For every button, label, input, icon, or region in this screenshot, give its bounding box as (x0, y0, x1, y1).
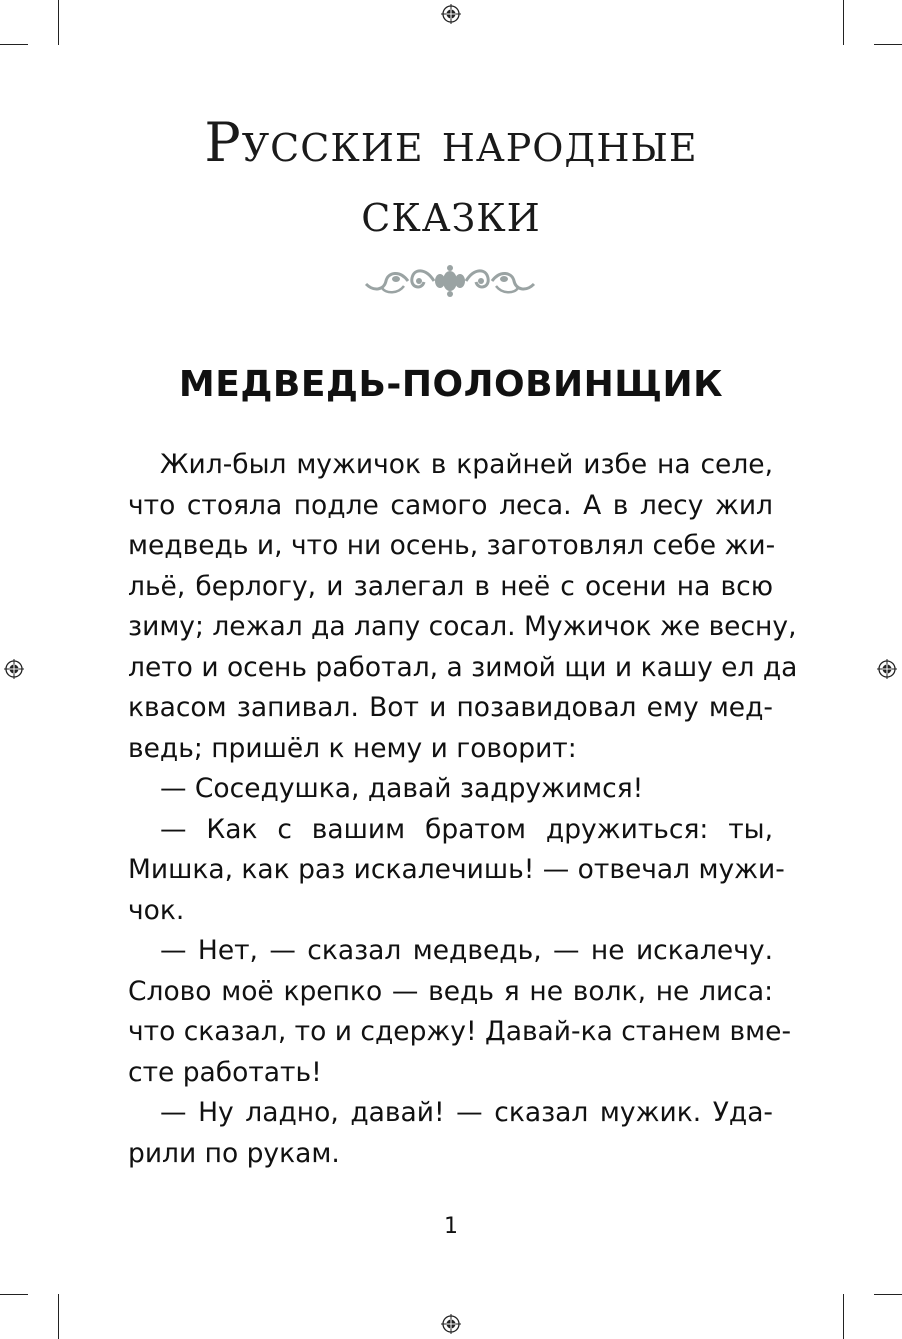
section-title-line-2: сказки (361, 181, 541, 244)
registration-mark-icon (877, 659, 897, 679)
registration-mark-icon (4, 659, 24, 679)
crop-mark-top-right-v (843, 0, 844, 45)
story-line: чок. (128, 894, 185, 926)
floral-ornament-icon (364, 262, 536, 300)
story-line: Мишка, как раз искалечишь! — отвечал мужи- (128, 854, 785, 885)
story-body (128, 445, 798, 1174)
crop-mark-bottom-left-v (58, 1294, 59, 1339)
crop-mark-top-left-v (58, 0, 59, 45)
crop-mark-bottom-right-h (874, 1294, 902, 1295)
story-line: — Ну ладно, давай! — сказал мужик. Уда- (160, 1097, 773, 1128)
story-line: Жил-был мужичок в крайней избе на селе, (160, 449, 773, 480)
story-line: сте работать! (128, 1056, 322, 1088)
crop-mark-bottom-left-h (0, 1294, 28, 1295)
story-line: лето и осень работал, а зимой щи и кашу ел да (128, 651, 798, 683)
story-line: — Нет, — сказал медведь, — не искалечу. (160, 935, 773, 966)
story-line: квасом запивал. Вот и позавидовал ему мед- (128, 692, 773, 723)
story-line: льё, берлогу, и залегал в неё с осени на всю (128, 570, 773, 602)
section-title (0, 108, 902, 248)
crop-mark-top-right-h (874, 44, 902, 45)
story-line: медведь и, что ни осень, заготовлял себе жи- (128, 530, 776, 561)
story-line: ведь; пришёл к нему и говорит: (128, 732, 577, 764)
story-line: что сказал, то и сдержу! Давай-ка станем вме- (128, 1016, 792, 1047)
story-line: рили по рукам. (128, 1137, 340, 1169)
story-title: МЕДВЕДЬ-ПОЛОВИНЩИК (178, 364, 724, 405)
story-line: — Как с вашим братом дружиться: ты, (160, 813, 773, 845)
section-title-line-1: Русские народные (204, 111, 698, 174)
story-line: — Соседушка, давай задружимся! (160, 773, 644, 804)
crop-mark-top-left-h (0, 44, 28, 45)
crop-mark-bottom-right-v (843, 1294, 844, 1339)
page-number: 1 (444, 1214, 458, 1239)
story-line: что стояла подле самого леса. А в лесу жил (128, 489, 773, 521)
registration-mark-icon (441, 1314, 461, 1334)
registration-mark-icon (441, 4, 461, 24)
story-line: Слово моё крепко — ведь я не волк, не лиса: (128, 975, 773, 1007)
story-line: зиму; лежал да лапу сосал. Мужичок же весну, (128, 611, 797, 642)
